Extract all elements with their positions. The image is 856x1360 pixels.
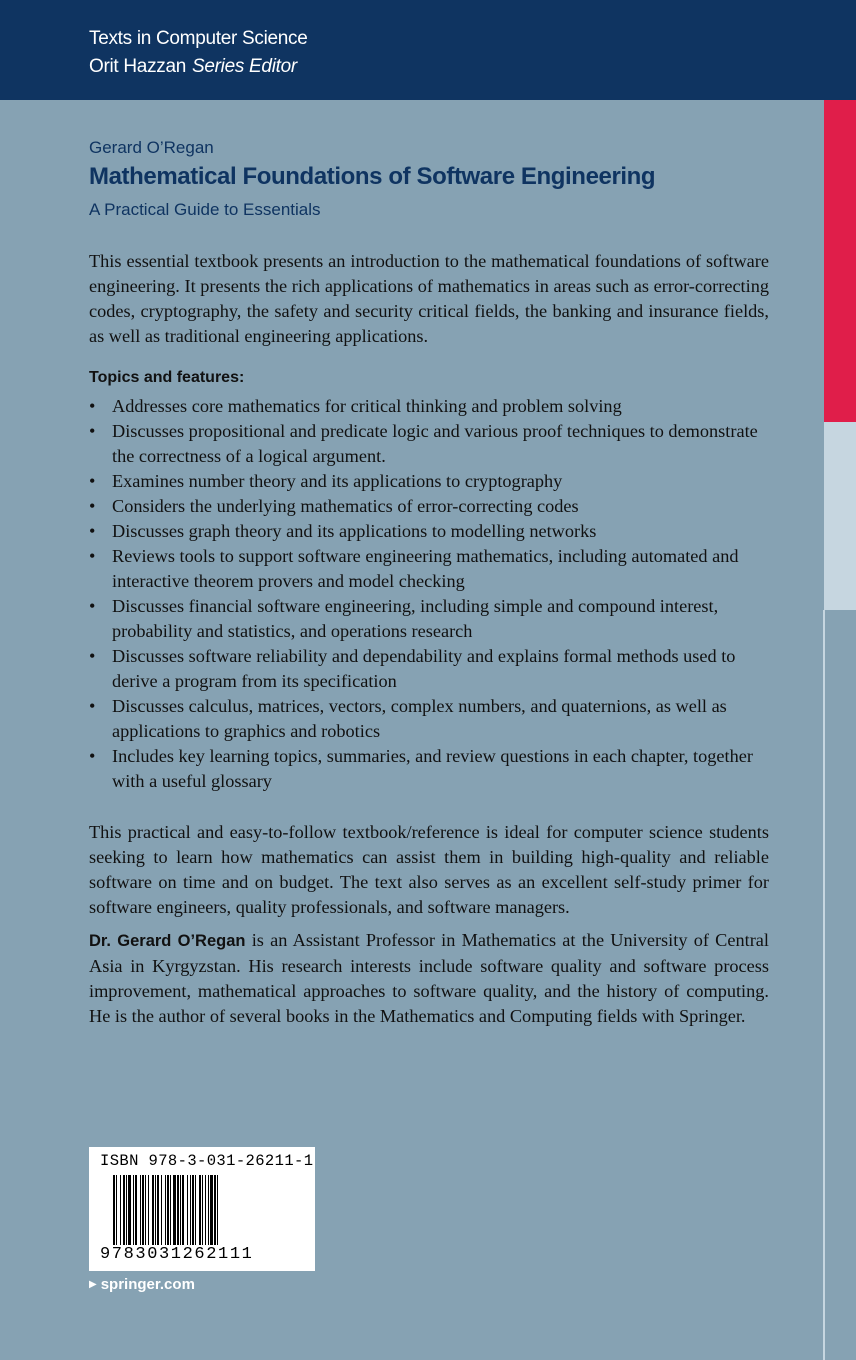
series-header-band bbox=[0, 0, 856, 100]
barcode-digits: 9783031262111 bbox=[100, 1245, 254, 1264]
feature-item bbox=[89, 644, 769, 694]
barcode-bar bbox=[135, 1175, 137, 1245]
bullet-icon: • bbox=[89, 421, 96, 441]
feature-item bbox=[89, 519, 769, 544]
publisher-website-text: springer.com bbox=[100, 1276, 195, 1293]
barcode-bar bbox=[152, 1175, 154, 1245]
barcode-bar bbox=[123, 1175, 125, 1245]
bullet-icon: • bbox=[89, 746, 96, 766]
author-bio-name: Dr. Gerard O’Regan bbox=[89, 932, 246, 950]
barcode-bar bbox=[165, 1175, 166, 1255]
barcode-bar bbox=[202, 1175, 203, 1245]
feature-text: Discusses propositional and predicate logic and various proof techniques to demonstrate the correctness of a logical argument. bbox=[112, 421, 758, 466]
series-title: Texts in Computer Science bbox=[89, 28, 308, 49]
feature-text: Reviews tools to support software engineering mathematics, including automated and interactive theorem provers and model checking bbox=[112, 546, 739, 591]
feature-text: Discusses software reliability and dependability and explains formal methods used to derive a program from its specification bbox=[112, 646, 736, 691]
feature-item bbox=[89, 419, 769, 469]
feature-item bbox=[89, 694, 769, 744]
barcode-bar bbox=[155, 1175, 156, 1245]
spine-accent-light bbox=[824, 422, 856, 610]
summary-paragraph: This practical and easy-to-follow textbook/reference is ideal for computer science students seeking to learn how mathematics can assist them in building high-quality and reliable software on time and on budget. The text also serves as an excellent self-study primer for software engineers, quality professionals, and software managers. bbox=[89, 822, 769, 917]
feature-text: Considers the underlying mathematics of error-correcting codes bbox=[112, 496, 579, 516]
book-title: Mathematical Foundations of Software Engineering bbox=[89, 163, 656, 190]
bullet-icon: • bbox=[89, 596, 96, 616]
feature-item bbox=[89, 494, 769, 519]
author-bio-text: is an Assistant Professor in Mathematics at the University of Central Asia in Kyrgyzstan. His research interests include software quality and software process improvement, mathematical approaches to software quality, and the history of computing. He is the author of several books in the Mathematics and Computing fields with Springer. bbox=[89, 930, 769, 1026]
bullet-icon: • bbox=[89, 396, 96, 416]
intro-paragraph: This essential textbook presents an introduction to the mathematical foundations of software engineering. It presents the rich applications of mathematics in areas such as error-correcting codes, cryptography, the safety and security critical fields, the banking and insurance fields, as well as traditional engineering applications. bbox=[89, 251, 769, 346]
barcode-bar bbox=[157, 1175, 159, 1245]
barcode-bar bbox=[148, 1175, 149, 1245]
feature-text: Discusses calculus, matrices, vectors, complex numbers, and quaternions, as well as applications to graphics and robotics bbox=[112, 696, 727, 741]
barcode-bar bbox=[145, 1175, 146, 1245]
barcode-bar bbox=[217, 1175, 218, 1255]
triangle-right-icon: ▶ bbox=[89, 1279, 97, 1290]
features-list bbox=[89, 394, 769, 794]
series-editor-role: Series Editor bbox=[192, 56, 297, 77]
feature-text: Addresses core mathematics for critical thinking and problem solving bbox=[112, 396, 622, 416]
barcode-bar bbox=[142, 1175, 144, 1245]
barcode-bar bbox=[161, 1175, 162, 1255]
feature-item bbox=[89, 594, 769, 644]
book-author: Gerard O’Regan bbox=[89, 138, 214, 157]
feature-text: Discusses graph theory and its applications to modelling networks bbox=[112, 521, 597, 541]
barcode-bar bbox=[210, 1175, 213, 1245]
barcode-bar bbox=[173, 1175, 176, 1245]
feature-item bbox=[89, 469, 769, 494]
series-editor-line bbox=[89, 56, 297, 78]
barcode-bar bbox=[180, 1175, 181, 1245]
bullet-icon: • bbox=[89, 546, 96, 566]
barcode-bar bbox=[199, 1175, 201, 1245]
bullet-icon: • bbox=[89, 471, 96, 491]
back-cover-text bbox=[89, 249, 769, 1029]
barcode-bar bbox=[190, 1175, 191, 1245]
barcode-bar bbox=[120, 1175, 121, 1245]
barcode-bar bbox=[205, 1175, 206, 1245]
spine-edge-line bbox=[823, 610, 825, 1360]
feature-text: Includes key learning topics, summaries, and review questions in each chapter, together with a useful glossary bbox=[112, 746, 753, 791]
barcode-bar bbox=[170, 1175, 171, 1245]
feature-item bbox=[89, 394, 769, 419]
publisher-website-link[interactable] bbox=[89, 1276, 195, 1293]
feature-text: Discusses financial software engineering, including simple and compound interest, probability and statistics, and operations research bbox=[112, 596, 719, 641]
bullet-icon: • bbox=[89, 646, 96, 666]
barcode-bar bbox=[177, 1175, 179, 1245]
isbn-barcode bbox=[89, 1147, 315, 1271]
barcode-bar bbox=[140, 1175, 141, 1245]
bullet-icon: • bbox=[89, 696, 96, 716]
barcode-bar bbox=[116, 1175, 117, 1255]
barcode-bar bbox=[195, 1175, 196, 1245]
barcode-bar bbox=[128, 1175, 131, 1245]
barcode-bar bbox=[113, 1175, 115, 1255]
barcode-bar bbox=[133, 1175, 134, 1245]
topics-heading: Topics and features: bbox=[89, 369, 245, 386]
spine-accent-red bbox=[824, 100, 856, 422]
author-bio bbox=[89, 928, 769, 1029]
feature-item bbox=[89, 544, 769, 594]
feature-item bbox=[89, 744, 769, 794]
barcode-bar bbox=[187, 1175, 188, 1245]
barcode-bar bbox=[167, 1175, 169, 1245]
barcode-bar bbox=[192, 1175, 194, 1245]
barcode-bar bbox=[126, 1175, 127, 1245]
feature-text: Examines number theory and its applications to cryptography bbox=[112, 471, 563, 491]
barcode-bar bbox=[208, 1175, 209, 1245]
barcode-bar bbox=[214, 1175, 216, 1245]
series-editor-name: Orit Hazzan bbox=[89, 56, 187, 77]
bullet-icon: • bbox=[89, 521, 96, 541]
bullet-icon: • bbox=[89, 496, 96, 516]
isbn-label: ISBN 978-3-031-26211-1 bbox=[100, 1152, 314, 1170]
book-subtitle: A Practical Guide to Essentials bbox=[89, 200, 321, 219]
barcode-bar bbox=[182, 1175, 184, 1245]
